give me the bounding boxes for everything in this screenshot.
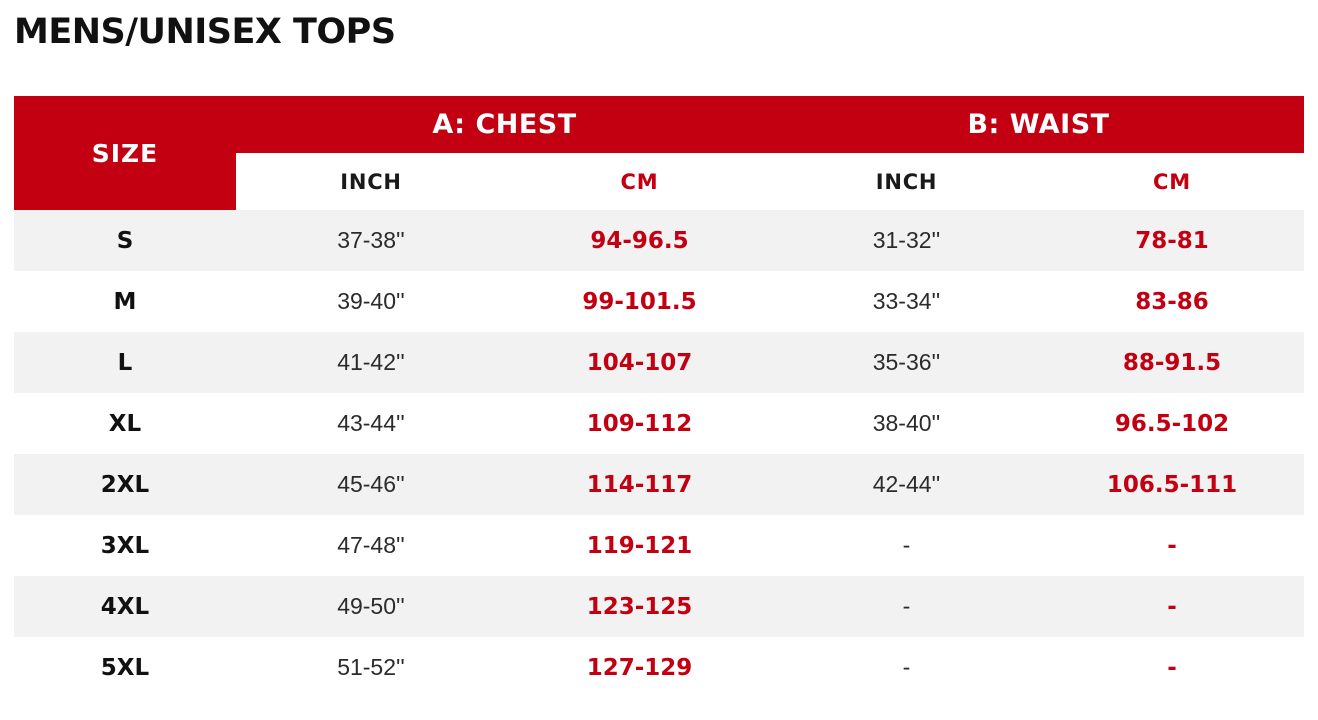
table-row (14, 210, 1304, 271)
cell-waist-cm: 106.5-111 (1040, 454, 1304, 515)
table-row (14, 637, 1304, 698)
cell-chest-cm: 119-121 (506, 515, 773, 576)
cell-chest-cm: 109-112 (506, 393, 773, 454)
cell-size: M (14, 271, 236, 332)
cell-chest-cm: 104-107 (506, 332, 773, 393)
cell-size: 5XL (14, 637, 236, 698)
cell-chest-cm: 99-101.5 (506, 271, 773, 332)
cell-size: 4XL (14, 576, 236, 637)
cell-size: S (14, 210, 236, 271)
cell-waist-cm: - (1040, 637, 1304, 698)
cell-chest-inch: 43-44'' (236, 393, 506, 454)
cell-chest-cm: 123-125 (506, 576, 773, 637)
cell-size: 2XL (14, 454, 236, 515)
cell-waist-inch: 33-34'' (773, 271, 1040, 332)
cell-chest-cm: 114-117 (506, 454, 773, 515)
cell-waist-cm: 96.5-102 (1040, 393, 1304, 454)
table-row (14, 393, 1304, 454)
cell-size: L (14, 332, 236, 393)
cell-waist-inch: - (773, 637, 1040, 698)
table-row (14, 271, 1304, 332)
cell-chest-inch: 45-46'' (236, 454, 506, 515)
group-header-waist: B: WAIST (773, 96, 1304, 153)
table-row (14, 515, 1304, 576)
column-header-chest-cm: CM (506, 153, 773, 210)
table-row (14, 576, 1304, 637)
cell-chest-inch: 47-48'' (236, 515, 506, 576)
cell-waist-cm: 78-81 (1040, 210, 1304, 271)
cell-chest-inch: 49-50'' (236, 576, 506, 637)
column-header-waist-inch: INCH (773, 153, 1040, 210)
table-body (14, 210, 1304, 698)
page-title: MENS/UNISEX TOPS (14, 12, 396, 52)
cell-chest-cm: 127-129 (506, 637, 773, 698)
table-row (14, 332, 1304, 393)
cell-waist-cm: 88-91.5 (1040, 332, 1304, 393)
cell-waist-inch: 42-44'' (773, 454, 1040, 515)
cell-size: XL (14, 393, 236, 454)
size-chart-table (14, 96, 1304, 698)
cell-chest-inch: 37-38'' (236, 210, 506, 271)
cell-waist-inch: 31-32'' (773, 210, 1040, 271)
cell-chest-cm: 94-96.5 (506, 210, 773, 271)
group-header-row (14, 96, 1304, 153)
cell-waist-inch: 35-36'' (773, 332, 1040, 393)
cell-waist-inch: 38-40'' (773, 393, 1040, 454)
table-row (14, 454, 1304, 515)
cell-waist-cm: - (1040, 515, 1304, 576)
table-header (14, 96, 1304, 210)
cell-chest-inch: 41-42'' (236, 332, 506, 393)
cell-waist-inch: - (773, 515, 1040, 576)
column-header-chest-inch: INCH (236, 153, 506, 210)
cell-waist-cm: - (1040, 576, 1304, 637)
cell-waist-inch: - (773, 576, 1040, 637)
column-header-size: SIZE (14, 96, 236, 210)
cell-waist-cm: 83-86 (1040, 271, 1304, 332)
cell-chest-inch: 51-52'' (236, 637, 506, 698)
column-header-waist-cm: CM (1040, 153, 1304, 210)
cell-size: 3XL (14, 515, 236, 576)
group-header-chest: A: CHEST (236, 96, 773, 153)
cell-chest-inch: 39-40'' (236, 271, 506, 332)
